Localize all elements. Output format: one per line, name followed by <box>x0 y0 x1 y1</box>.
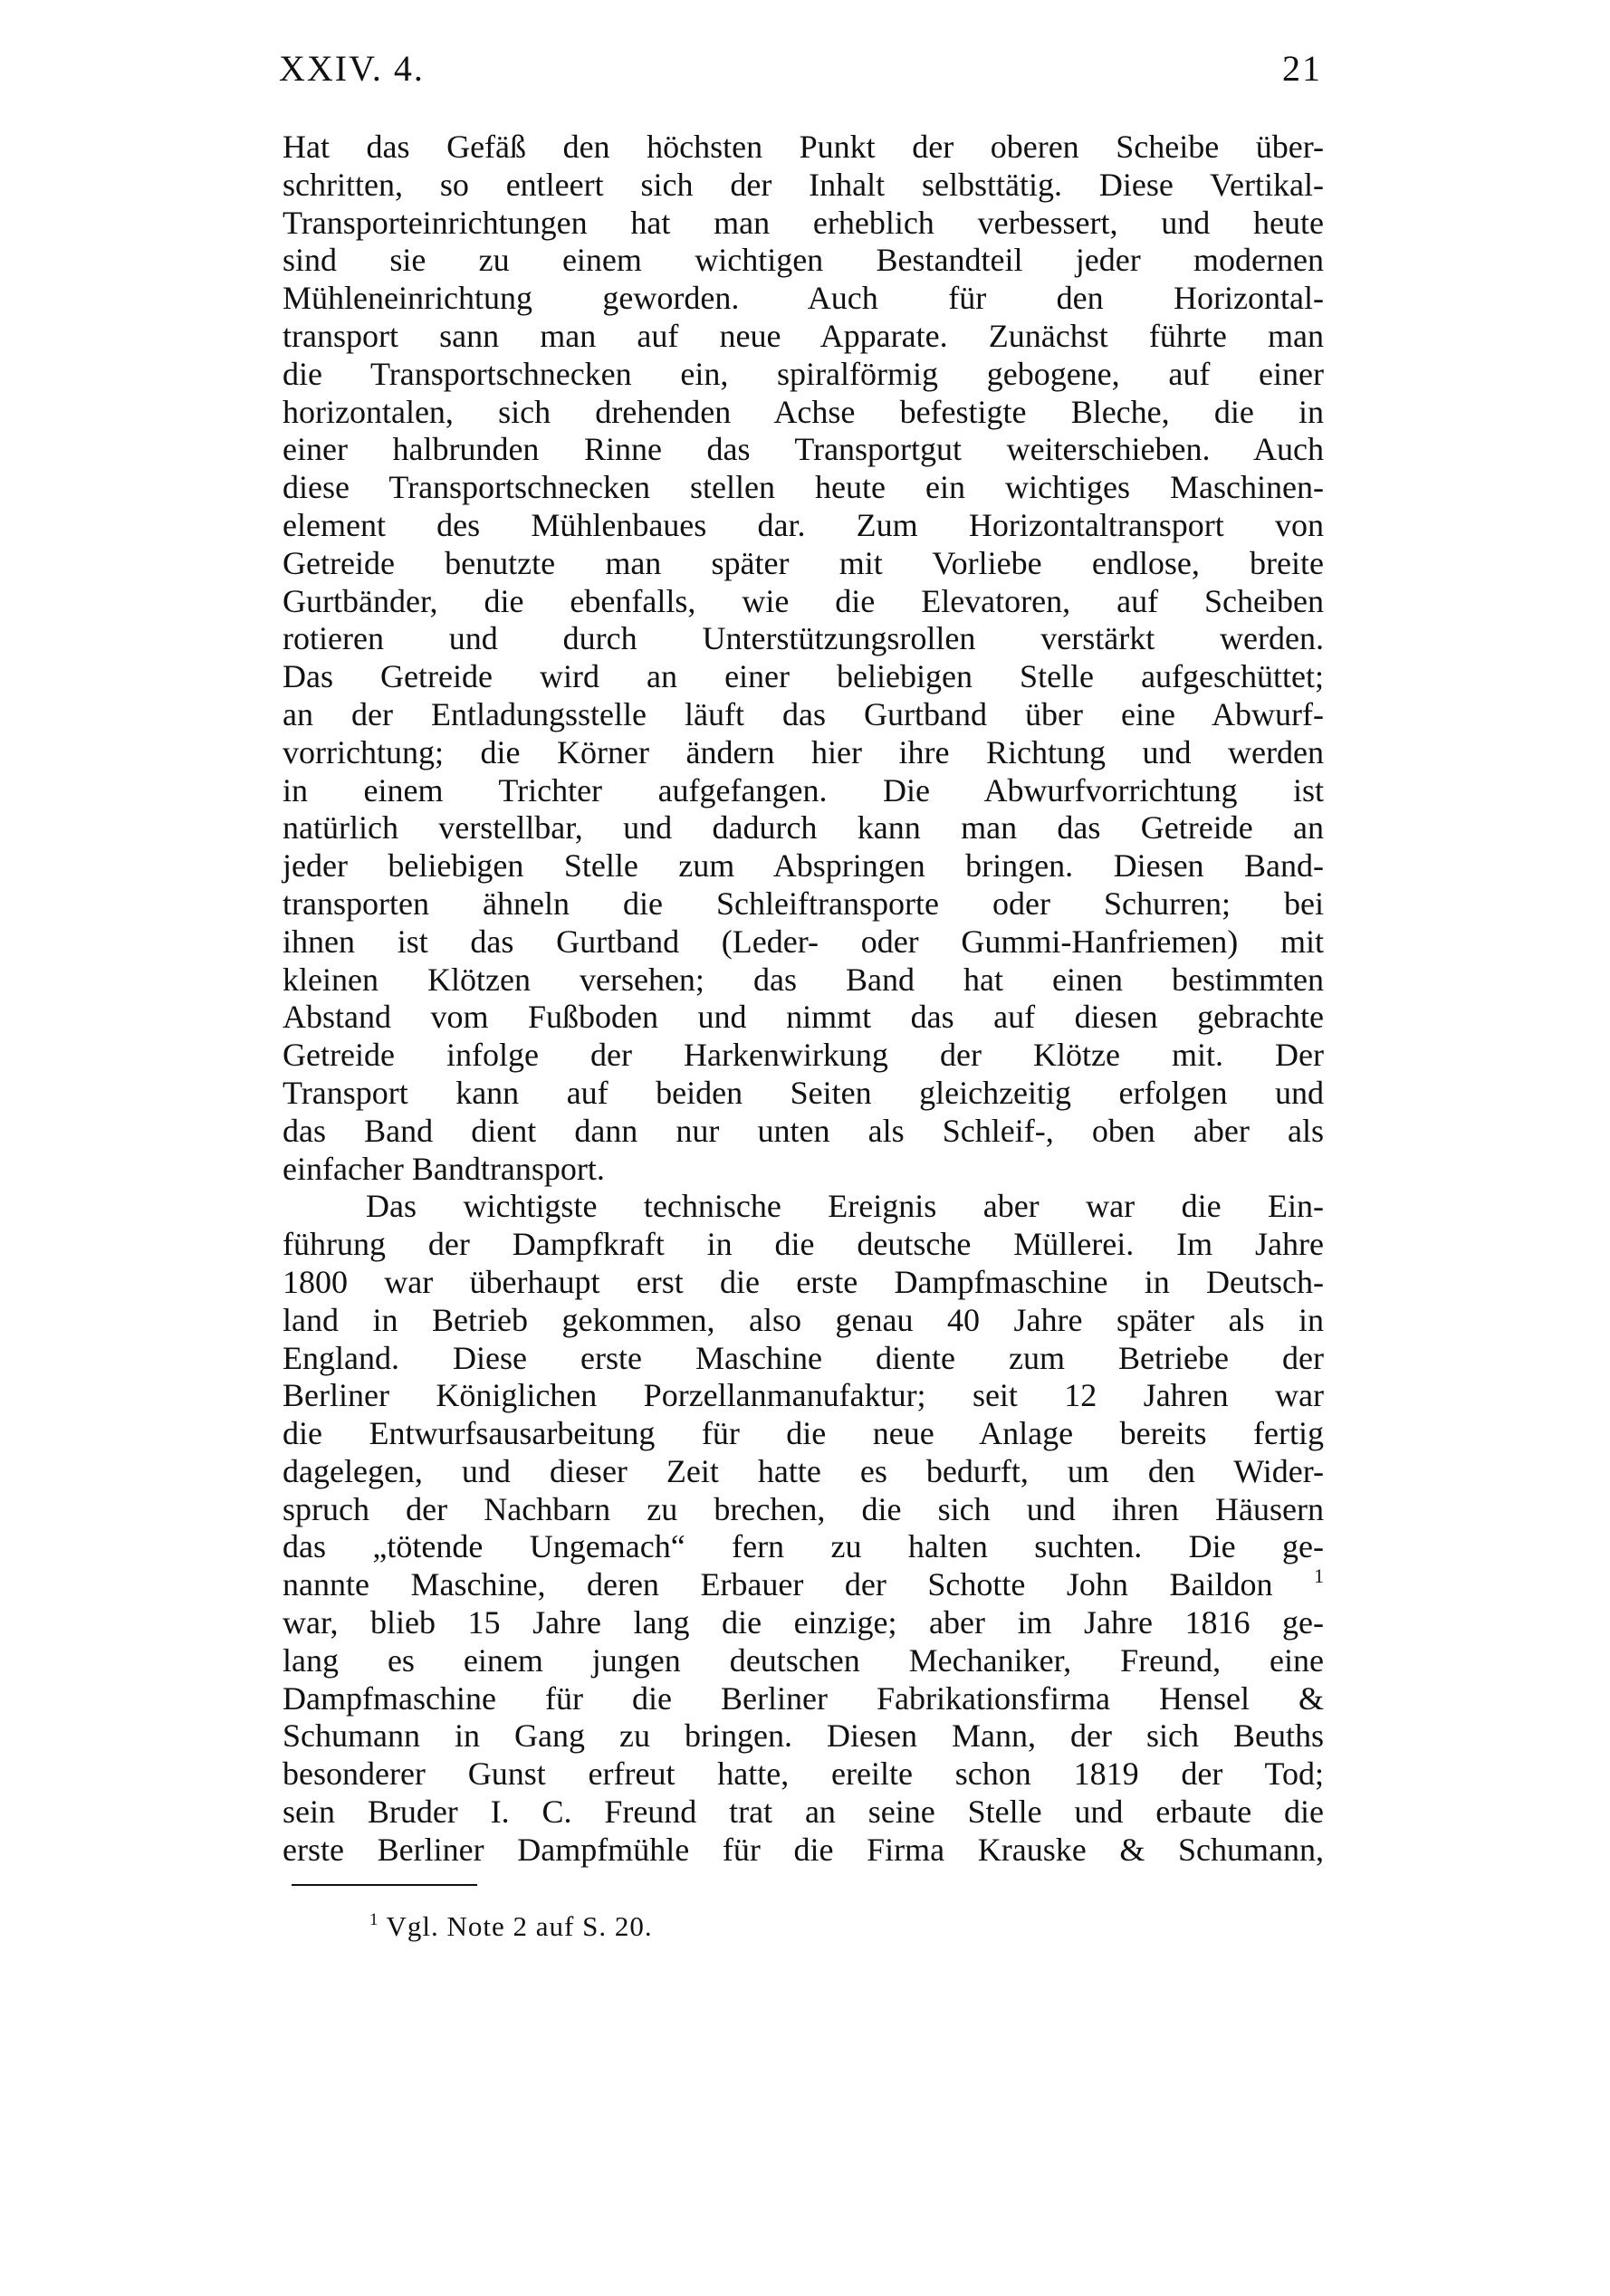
text-line: Das Getreide wird an einer beliebigen Stelle aufgeschüttet; <box>283 658 1324 695</box>
text-line: Dampfmaschine für die Berliner Fabrikationsfirma Hensel & <box>283 1679 1324 1717</box>
text-line: an der Entladungsstelle läuft das Gurtband über eine Abwurf- <box>283 695 1324 732</box>
text-line: Schumann in Gang zu bringen. Diesen Mann, der sich Beuths <box>283 1717 1324 1755</box>
text-line: das Band dient dann nur unten als Schleif-, oben aber als <box>283 1112 1324 1149</box>
body-text <box>283 129 1324 1870</box>
footnote-reference[interactable]: 1 <box>1314 1564 1324 1588</box>
text-line: transport sann man auf neue Apparate. Zunächst führte man <box>283 317 1324 354</box>
text-line: die Entwurfsausarbeitung für die neue Anlage bereits fertig <box>283 1415 1324 1452</box>
text-line: Transport kann auf beiden Seiten gleichzeitig erfolgen und <box>283 1074 1324 1111</box>
text-line: diese Transportschnecken stellen heute ein wichtiges Maschinen- <box>283 469 1324 506</box>
paragraph-end-line: einfacher Bandtransport. <box>283 1150 605 1187</box>
text-line: führung der Dampfkraft in die deutsche Müllerei. Im Jahre <box>283 1226 1324 1263</box>
text-line: Berliner Königlichen Porzellanmanufaktur; seit 12 Jahren war <box>283 1377 1324 1414</box>
footnote-marker: 1 <box>369 1910 379 1929</box>
footnote-separator <box>292 1884 477 1886</box>
text-line: die Transportschnecken ein, spiralförmig gebogene, auf einer <box>283 355 1324 392</box>
page-number: 21 <box>1282 48 1322 89</box>
text-line: Transporteinrichtungen hat man erheblich verbessert, und heute <box>283 204 1324 241</box>
text-line: element des Mühlenbaues dar. Zum Horizontaltransport von <box>283 506 1324 543</box>
text-line: jeder beliebigen Stelle zum Abspringen bringen. Diesen Band- <box>283 847 1324 885</box>
text-line: England. Diese erste Maschine diente zum Betriebe der <box>283 1339 1324 1376</box>
footnote <box>369 1910 653 1943</box>
text-line: transporten ähneln die Schleiftransporte oder Schurren; bei <box>283 885 1324 922</box>
footnote-text: Vgl. Note 2 auf S. 20. <box>386 1910 653 1942</box>
running-header <box>279 47 1322 91</box>
text-line: war, blieb 15 Jahre lang die einzige; aber im Jahre 1816 ge- <box>283 1604 1324 1641</box>
text-line: Getreide benutzte man später mit Vorliebe endlose, breite <box>283 544 1324 581</box>
text-line: ihnen ist das Gurtband (Leder- oder Gummi-Hanfriemen) mit <box>283 923 1324 960</box>
text-line-with-footnote-ref <box>283 1566 1324 1604</box>
text-line: das „tötende Ungemach“ fern zu halten suchten. Die ge- <box>283 1528 1324 1565</box>
text-line: kleinen Klötzen versehen; das Band hat einen bestimmten <box>283 961 1324 998</box>
text-line: rotieren und durch Unterstützungsrollen verstärkt werden. <box>283 620 1324 657</box>
text-line: spruch der Nachbarn zu brechen, die sich und ihren Häusern <box>283 1490 1324 1527</box>
text-line: besonderer Gunst erfreut hatte, ereilte schon 1819 der Tod; <box>283 1755 1324 1793</box>
text-line: land in Betrieb gekommen, also genau 40 Jahre später als in <box>283 1301 1324 1338</box>
text-line: schritten, so entleert sich der Inhalt selbsttätig. Diese Vertikal- <box>283 166 1324 203</box>
text-line: erste Berliner Dampfmühle für die Firma Krauske & Schumann, <box>283 1831 1324 1868</box>
text-line: horizontalen, sich drehenden Achse befestigte Bleche, die in <box>283 393 1324 430</box>
text-line: sind sie zu einem wichtigen Bestandteil jeder modernen <box>283 242 1324 279</box>
text-line: dagelegen, und dieser Zeit hatte es bedurft, um den Wider- <box>283 1452 1324 1489</box>
text-line: Gurtbänder, die ebenfalls, wie die Elevatoren, auf Scheiben <box>283 582 1324 619</box>
text-line: vorrichtung; die Körner ändern hier ihre Richtung und werden <box>283 733 1324 770</box>
text-line: sein Bruder I. C. Freund trat an seine Stelle und erbaute die <box>283 1794 1324 1831</box>
text-line: in einem Trichter aufgefangen. Die Abwurfvorrichtung ist <box>283 771 1324 808</box>
section-number: XXIV. 4. <box>279 48 425 89</box>
text-line: einer halbrunden Rinne das Transportgut weiterschieben. Auch <box>283 431 1324 468</box>
text-line: Abstand vom Fußboden und nimmt das auf diesen gebrachte <box>283 999 1324 1036</box>
text-segment: nannte Maschine, deren Erbauer der Schotte John Baildon <box>283 1566 1273 1603</box>
text-line: 1800 war überhaupt erst die erste Dampfmaschine in Deutsch- <box>283 1263 1324 1300</box>
text-line: natürlich verstellbar, und dadurch kann man das Getreide an <box>283 809 1324 847</box>
paragraph-start-line: Das wichtigste technische Ereignis aber war die Ein- <box>366 1188 1324 1225</box>
text-line: Mühleneinrichtung geworden. Auch für den Horizontal- <box>283 280 1324 317</box>
text-line: Getreide infolge der Harkenwirkung der Klötze mit. Der <box>283 1037 1324 1074</box>
text-line: Hat das Gefäß den höchsten Punkt der oberen Scheibe über- <box>283 129 1324 165</box>
text-line: lang es einem jungen deutschen Mechaniker, Freund, eine <box>283 1641 1324 1679</box>
